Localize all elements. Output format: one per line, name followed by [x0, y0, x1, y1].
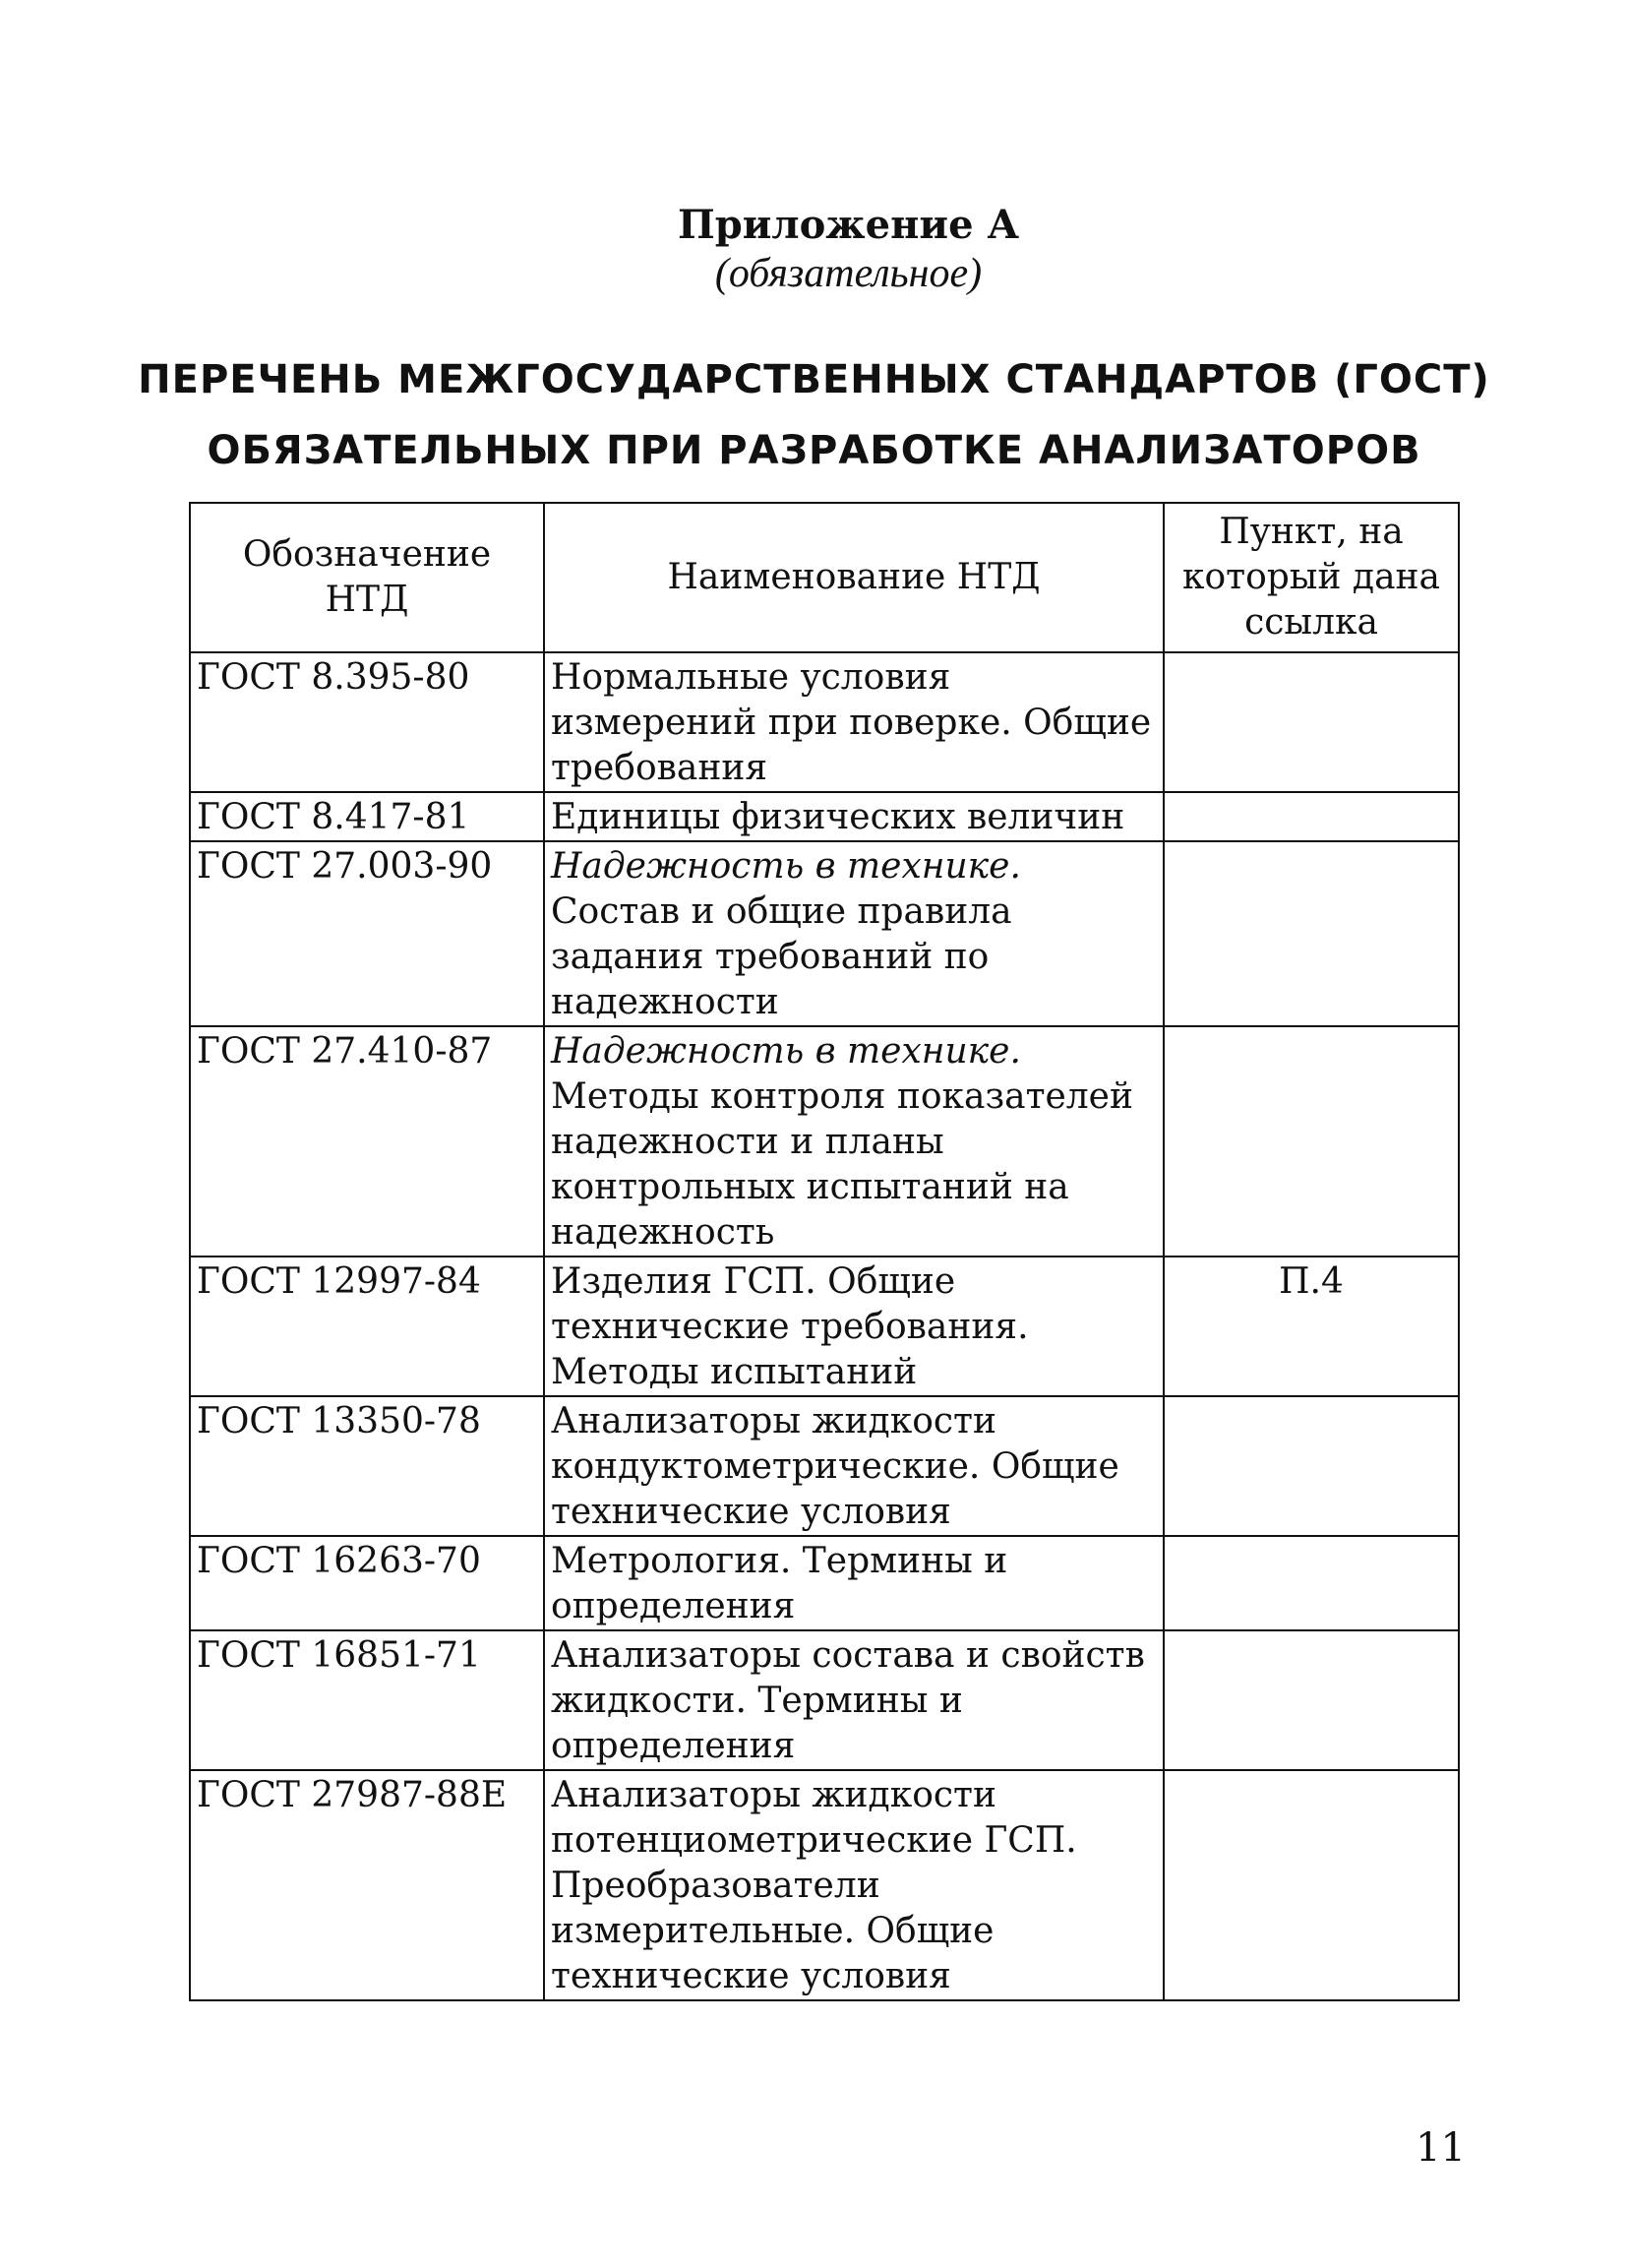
cell-name-text: Нормальные условия измерений при поверке. Общие требования	[551, 657, 1152, 788]
table-row	[190, 1536, 1459, 1630]
cell-name	[544, 1630, 1164, 1770]
standards-table	[189, 502, 1460, 2001]
cell-name-text: Методы контроля показателей надежности и планы контрольных испытаний на надежность	[551, 1076, 1133, 1253]
table-row	[190, 792, 1459, 841]
table-row	[190, 841, 1459, 1026]
cell-name	[544, 1026, 1164, 1257]
page-number: 11	[1416, 2125, 1466, 2171]
page-heading	[0, 344, 1628, 486]
cell-name	[544, 1536, 1164, 1630]
cell-name-text: Метрология. Термины и определения	[551, 1541, 1008, 1626]
table-row	[190, 1396, 1459, 1536]
cell-name-italic: Надежность в технике.	[551, 1031, 1021, 1072]
cell-clause	[1164, 792, 1459, 841]
header-clause: Пункт, на который дана ссылка	[1164, 503, 1459, 652]
cell-designation: ГОСТ 8.395-80	[190, 652, 544, 792]
cell-clause	[1164, 1536, 1459, 1630]
cell-name-italic: Надежность в технике.	[551, 846, 1021, 887]
cell-clause	[1164, 1396, 1459, 1536]
cell-name-text: Единицы физических величин	[551, 797, 1125, 837]
table-row	[190, 1770, 1459, 2000]
appendix-header	[0, 202, 1628, 298]
cell-name-text: Изделия ГСП. Общие технические требования. Методы испытаний	[551, 1261, 1029, 1392]
cell-clause	[1164, 1630, 1459, 1770]
cell-name-text: Анализаторы жидкости кондуктометрические. Общие технические условия	[551, 1401, 1119, 1532]
cell-clause	[1164, 841, 1459, 1026]
table-row	[190, 1257, 1459, 1396]
cell-name-text: Анализаторы жидкости потенциометрические ГСП. Преобразователи измерительные. Общие технические условия	[551, 1775, 1077, 1996]
cell-designation: ГОСТ 27.410-87	[190, 1026, 544, 1257]
heading-line-2: ОБЯЗАТЕЛЬНЫХ ПРИ РАЗРАБОТКЕ АНАЛИЗАТОРОВ	[207, 428, 1421, 473]
cell-designation: ГОСТ 16851-71	[190, 1630, 544, 1770]
cell-name	[544, 1770, 1164, 2000]
cell-name	[544, 1257, 1164, 1396]
appendix-note: (обязательное)	[714, 251, 983, 296]
cell-clause	[1164, 1770, 1459, 2000]
table-row	[190, 652, 1459, 792]
cell-designation: ГОСТ 16263-70	[190, 1536, 544, 1630]
cell-clause	[1164, 652, 1459, 792]
cell-name	[544, 792, 1164, 841]
cell-designation: ГОСТ 13350-78	[190, 1396, 544, 1536]
cell-name-text: Анализаторы состава и свойств жидкости. Термины и определения	[551, 1635, 1145, 1766]
table-header-row	[190, 503, 1459, 652]
cell-designation: ГОСТ 27.003-90	[190, 841, 544, 1026]
cell-clause	[1164, 1026, 1459, 1257]
cell-designation: ГОСТ 12997-84	[190, 1257, 544, 1396]
cell-name-text: Состав и общие правила задания требований по надежности	[551, 891, 1012, 1022]
cell-clause: П.4	[1164, 1257, 1459, 1396]
heading-line-1: ПЕРЕЧЕНЬ МЕЖГОСУДАРСТВЕННЫХ СТАНДАРТОВ (ГОСТ)	[138, 357, 1490, 402]
cell-designation: ГОСТ 27987-88Е	[190, 1770, 544, 2000]
table-row	[190, 1630, 1459, 1770]
cell-designation: ГОСТ 8.417-81	[190, 792, 544, 841]
cell-name	[544, 652, 1164, 792]
table-row	[190, 1026, 1459, 1257]
header-name: Наименование НТД	[544, 503, 1164, 652]
appendix-title: Приложение А	[677, 202, 1020, 248]
header-designation: Обозначение НТД	[190, 503, 544, 652]
cell-name	[544, 1396, 1164, 1536]
cell-name	[544, 841, 1164, 1026]
